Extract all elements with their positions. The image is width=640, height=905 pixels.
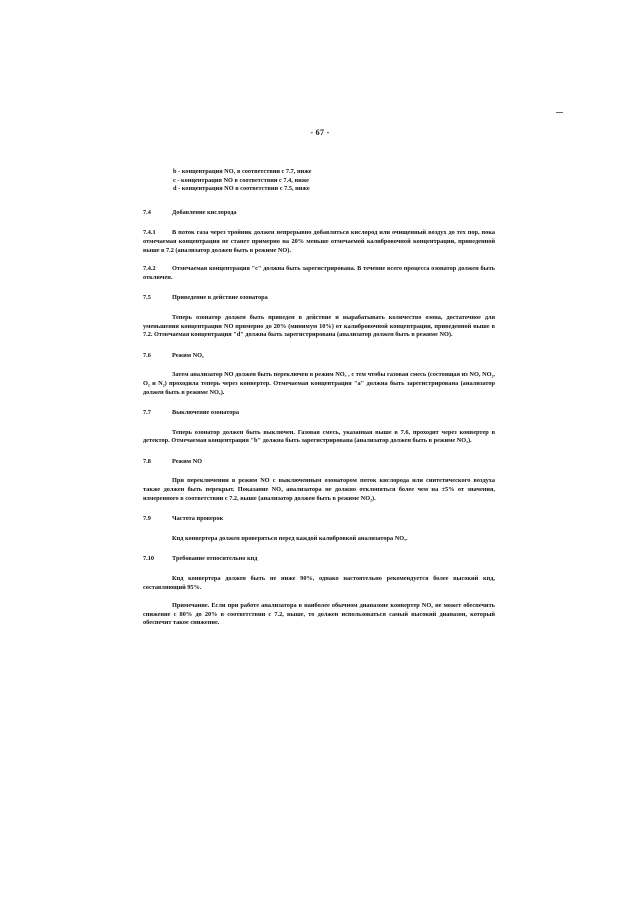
section-paragraph: Кпд конвертера должен быть не ниже 90%, однако настоятельно рекомендуется более высокий кпд, составляющий 95%. (143, 575, 495, 591)
section-7-5 (143, 294, 495, 339)
note-paragraph: Примечание. Если при работе анализатора в наиболее обычном диапазоне конвертер NOₓ не может обеспечить снижение с 80% до 20% в соответствии с 7.2, выше, то должен использоваться самый высокий диапазон, который обеспечит такое снижение. (143, 602, 495, 627)
section-paragraph: Отмечаемая концентрация "c" должна быть зарегистрирована. В течение всего процесса озонатор должен быть отключен. (143, 265, 495, 281)
section-7-7 (143, 409, 495, 446)
section-number: 7.8 (143, 457, 151, 465)
section-title: Приведение в действие озонатора (172, 294, 268, 302)
section-paragraph: Теперь озонатор должен быть приведен в действие и вырабатывать количество озона, достаточное для уменьшения концентрации NO примерно до 20% (минимум 10%) от калибровочной концентрации, приведенной выше в 7.2. Отмечаемая концентрация "d" должна быть зарегистрирована (анализатор должен быть в режиме NO). (143, 313, 495, 339)
concentration-list (173, 168, 495, 194)
section-number: 7.4.1 (143, 229, 156, 237)
section-7-8 (143, 458, 495, 503)
section-number: 7.6 (143, 351, 151, 359)
page-content (143, 160, 495, 628)
page-number: - 67 - (310, 128, 330, 137)
section-paragraph: Теперь озонатор должен быть выключен. Газовая смесь, указанная выше в 7.6, проходит через конвертер в детектор. Отмечаемая концентрация "b" должна быть зарегистрирована (анализатор должен быть в режиме NOₓ). (143, 428, 495, 445)
section-number: 7.4 (143, 208, 151, 216)
section-7-6 (143, 352, 495, 397)
section-title: Требование относительно кпд (172, 555, 258, 563)
section-number: 7.9 (143, 515, 151, 523)
section-7-9 (143, 515, 495, 543)
section-number: 7.7 (143, 409, 151, 417)
section-title: Частота проверок (172, 515, 224, 523)
section-number: 7.10 (143, 555, 155, 563)
section-7-4-2 (143, 265, 495, 282)
list-item: c - концентрация NO в соответствии с 7.4, ниже (173, 176, 309, 184)
section-title: Режим NO (172, 457, 203, 465)
scan-speck (556, 112, 563, 113)
list-item: d - концентрация NO в соответствии с 7.5, ниже (173, 185, 310, 193)
section-number: 7.5 (143, 294, 151, 302)
list-item: b - концентрация NOₓ в соответствии с 7.7, ниже (173, 168, 312, 175)
section-paragraph: Затем анализатор NO должен быть переключен в режим NOₓ , с тем чтобы газовая смесь (состоящая из NO, NO₂, O₂ и N₂) проходила теперь через конвертер. Отмечаемая концентрация "a" должна быть зарегистрирована (анализатор должен быть в режиме NOₓ). (143, 371, 495, 396)
section-title: Выключение озонатора (172, 409, 240, 417)
section-title: Режим NOₓ (172, 351, 204, 359)
section-7-4 (143, 209, 495, 218)
section-7-10 (143, 555, 495, 628)
section-paragraph: В поток газа через тройник должен непрерывно добавляться кислород или очищенный воздух до тех пор, пока отмечаемая концентрация не станет примерно на 20% меньше отмечаемой калибровочной концентрации, приведенной выше в 7.2 (анализатор должен быть в режиме NO). (143, 229, 495, 254)
section-paragraph: Кпд конвертера должен проверяться перед каждой калибровкой анализатора NOₓ. (172, 534, 408, 542)
section-title: Добавление кислорода (172, 208, 237, 216)
section-7-4-1 (143, 229, 495, 255)
section-paragraph: При переключении в режим NO с выключенным озонатором поток кислорода или синтетического воздуха также должен быть перекрыт. Показание NOₓ анализатора не должно отклоняться более чем на ±5% от значения, измеренного в соответствии с 7.2, выше (анализатор должен быть в режиме NO₂). (143, 477, 495, 502)
section-number: 7.4.2 (143, 265, 156, 273)
